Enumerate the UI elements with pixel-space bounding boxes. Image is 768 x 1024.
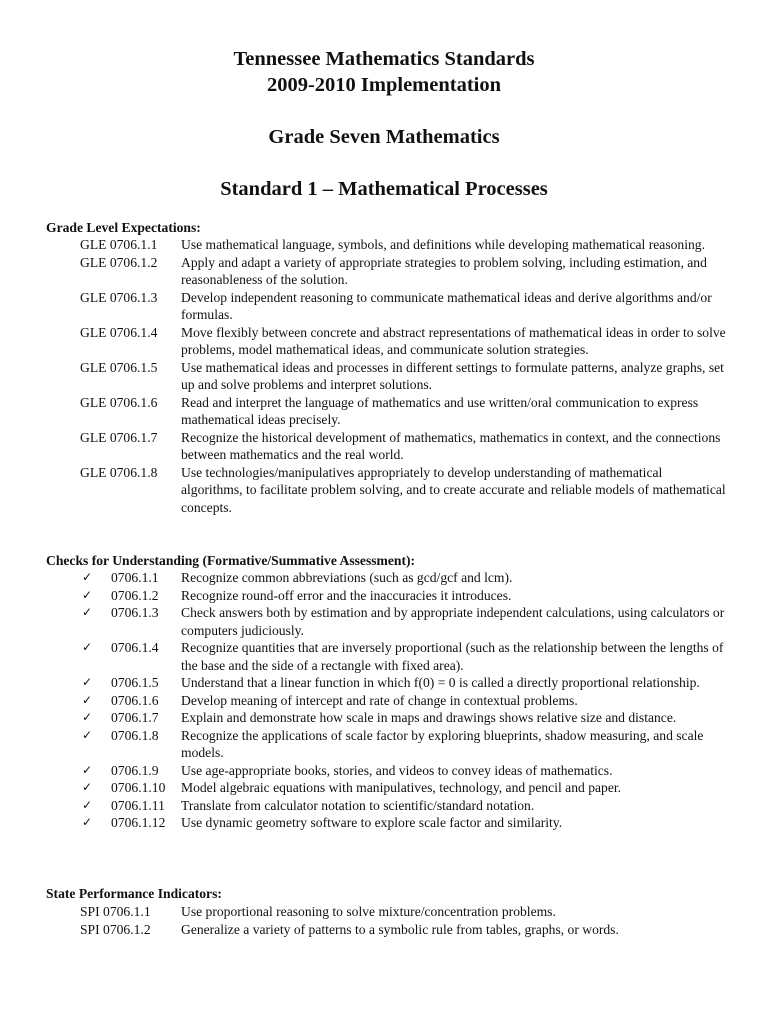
cfu-code: 0706.1.10 bbox=[111, 780, 166, 795]
cfu-code: 0706.1.6 bbox=[111, 692, 159, 708]
gle-code: GLE 0706.1.2 bbox=[80, 254, 158, 270]
cfu-text: Translate from calculator notation to scientific/standard notation. bbox=[181, 797, 535, 813]
cfu-item bbox=[0, 639, 768, 674]
checkmark-icon: ✓ bbox=[81, 815, 93, 829]
gle-code: GLE 0706.1.8 bbox=[80, 464, 158, 480]
cfu-text: Model algebraic equations with manipulatives, technology, and pencil and paper. bbox=[181, 780, 622, 795]
checkmark-icon: ✓ bbox=[81, 797, 93, 812]
gle-item bbox=[0, 359, 768, 394]
cfu-text: Explain and demonstrate how scale in maps and drawings shows relative size and distance. bbox=[181, 710, 677, 725]
cfu-code: 0706.1.5 bbox=[111, 675, 159, 690]
page-title: Tennessee Mathematics Standards bbox=[233, 48, 535, 70]
cfu-text: Develop meaning of intercept and rate of change in contextual problems. bbox=[181, 692, 578, 708]
gle-code: GLE 0706.1.7 bbox=[80, 429, 158, 445]
gle-text: Use mathematical ideas and processes in different settings to formulate patterns, analyze graphs, set up and solve problems and interpret solutions. bbox=[181, 359, 724, 392]
cfu-code: 0706.1.1 bbox=[111, 570, 159, 585]
cfu-code: 0706.1.4 bbox=[111, 640, 159, 655]
cfu-item bbox=[0, 762, 768, 780]
cfu-code: 0706.1.12 bbox=[111, 815, 166, 830]
gle-item bbox=[0, 394, 768, 429]
cfu-item bbox=[0, 604, 768, 639]
gle-code: GLE 0706.1.1 bbox=[80, 237, 158, 252]
gle-text: Move flexibly between concrete and abstract representations of mathematical ideas in order to solve problems, model mathematical ideas, and communicate solution strategies. bbox=[181, 324, 726, 357]
cfu-text: Understand that a linear function in which f(0) = 0 is called a directly proportional relationship. bbox=[181, 675, 700, 690]
cfu-code: 0706.1.2 bbox=[111, 587, 159, 603]
standard-heading: Standard 1 – Mathematical Processes bbox=[220, 178, 548, 200]
cfu-text: Recognize round-off error and the inaccuracies it introduces. bbox=[181, 587, 512, 603]
cfu-text: Recognize quantities that are inversely proportional (such as the relationship between the lengths of the base and the side of a rectangle with fixed area). bbox=[181, 640, 724, 673]
gle-item bbox=[0, 429, 768, 464]
gle-item bbox=[0, 324, 768, 359]
cfu-item bbox=[0, 587, 768, 605]
cfu-item bbox=[0, 797, 768, 815]
spi-code: SPI 0706.1.1 bbox=[80, 904, 151, 919]
checkmark-icon: ✓ bbox=[81, 692, 93, 707]
gle-code: GLE 0706.1.3 bbox=[80, 289, 158, 305]
cfu-code: 0706.1.9 bbox=[111, 762, 159, 778]
spi-text: Generalize a variety of patterns to a symbolic rule from tables, graphs, or words. bbox=[181, 921, 619, 937]
checkmark-icon: ✓ bbox=[81, 570, 93, 584]
gle-item bbox=[0, 464, 768, 517]
checkmark-icon: ✓ bbox=[81, 587, 93, 602]
checkmark-icon: ✓ bbox=[81, 605, 93, 619]
cfu-code: 0706.1.7 bbox=[111, 710, 159, 725]
cfu-section-heading: Checks for Understanding (Formative/Summative Assessment): bbox=[46, 553, 416, 568]
cfu-item bbox=[0, 692, 768, 710]
gle-text: Develop independent reasoning to communicate mathematical ideas and derive algorithms and/or formulas. bbox=[181, 289, 712, 322]
gle-section-heading: Grade Level Expectations: bbox=[46, 220, 201, 235]
gle-code: GLE 0706.1.6 bbox=[80, 394, 158, 410]
checkmark-icon: ✓ bbox=[81, 710, 93, 724]
gle-text: Use mathematical language, symbols, and definitions while developing mathematical reasoning. bbox=[181, 237, 705, 252]
gle-item bbox=[0, 236, 768, 254]
cfu-item bbox=[0, 709, 768, 727]
cfu-item bbox=[0, 814, 768, 832]
cfu-code: 0706.1.8 bbox=[111, 727, 159, 743]
cfu-list bbox=[0, 569, 768, 832]
spi-item bbox=[0, 903, 768, 921]
checkmark-icon: ✓ bbox=[81, 780, 93, 794]
checkmark-icon: ✓ bbox=[81, 675, 93, 689]
spi-list bbox=[0, 903, 768, 938]
cfu-text: Check answers both by estimation and by appropriate independent calculations, using calculators or computers judiciously. bbox=[181, 605, 725, 638]
spi-item bbox=[0, 921, 768, 939]
page-subtitle: 2009-2010 Implementation bbox=[266, 74, 502, 96]
grade-heading: Grade Seven Mathematics bbox=[268, 126, 500, 148]
gle-text: Apply and adapt a variety of appropriate strategies to problem solving, including estimation, and reasonableness of the solution. bbox=[181, 254, 707, 287]
checkmark-icon: ✓ bbox=[81, 727, 93, 742]
spi-section-heading: State Performance Indicators: bbox=[46, 886, 222, 901]
checkmark-icon: ✓ bbox=[81, 762, 93, 777]
gle-code: GLE 0706.1.5 bbox=[80, 359, 158, 375]
gle-list bbox=[0, 236, 768, 516]
gle-text: Use technologies/manipulatives appropriately to develop understanding of mathematical algorithms, to facilitate problem solving, and to create accurate and reliable models of mathematical concepts. bbox=[181, 464, 726, 515]
cfu-item bbox=[0, 569, 768, 587]
cfu-code: 0706.1.3 bbox=[111, 605, 159, 620]
gle-item bbox=[0, 254, 768, 289]
cfu-item bbox=[0, 779, 768, 797]
cfu-code: 0706.1.11 bbox=[111, 797, 165, 813]
gle-code: GLE 0706.1.4 bbox=[80, 324, 158, 340]
gle-item bbox=[0, 289, 768, 324]
spi-code: SPI 0706.1.2 bbox=[80, 921, 151, 937]
cfu-text: Use dynamic geometry software to explore scale factor and similarity. bbox=[181, 815, 563, 830]
gle-text: Recognize the historical development of mathematics, mathematics in context, and the connections between mathematics and the real world. bbox=[181, 429, 721, 462]
cfu-text: Use age-appropriate books, stories, and videos to convey ideas of mathematics. bbox=[181, 762, 613, 778]
gle-text: Read and interpret the language of mathematics and use written/oral communication to express mathematical ideas precisely. bbox=[181, 394, 699, 427]
cfu-text: Recognize the applications of scale factor by exploring blueprints, shadow measuring, and scale models. bbox=[181, 727, 704, 760]
checkmark-icon: ✓ bbox=[81, 640, 93, 654]
spi-text: Use proportional reasoning to solve mixture/concentration problems. bbox=[181, 904, 556, 919]
cfu-item bbox=[0, 674, 768, 692]
cfu-text: Recognize common abbreviations (such as gcd/gcf and lcm). bbox=[181, 570, 513, 585]
cfu-item bbox=[0, 727, 768, 762]
